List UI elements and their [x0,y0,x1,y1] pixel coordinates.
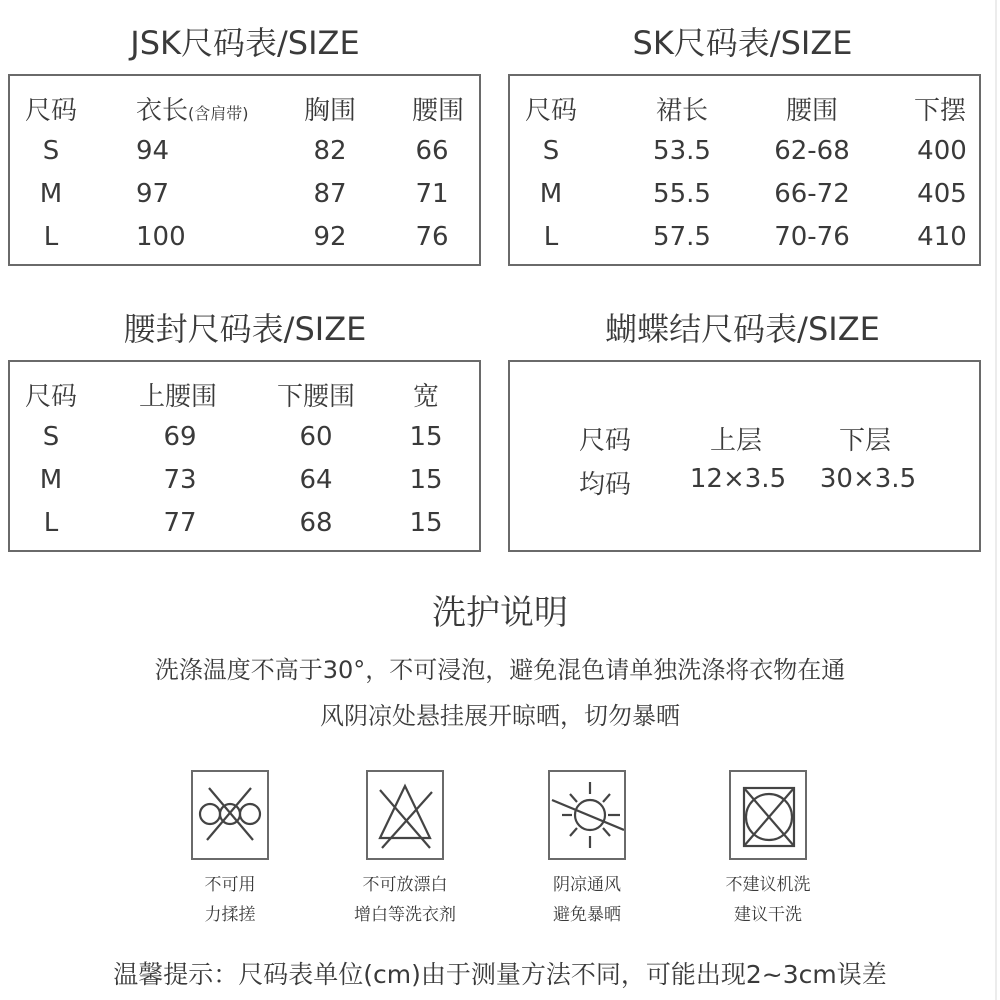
sk-header-hem: 下摆 [913,96,967,126]
waist-header-lower: 下腰围 [276,382,356,412]
sk-cell: M [539,179,563,209]
jsk-cell: 94 [136,136,170,166]
jsk-cell: 87 [313,179,347,209]
jsk-cell: 97 [136,179,170,209]
size-tip: 温馨提示：尺码表单位(cm)由于测量方法不同，可能出现2~3cm误差 [113,960,887,989]
right-edge-divider [995,0,997,1000]
waist-size-title: 腰封尺码表/SIZE [123,310,367,348]
waist-cell: 77 [163,508,197,538]
jsk-cell: 82 [313,136,347,166]
jsk-header-size: 尺码 [24,96,78,126]
no-machine-wash-icon [729,770,807,860]
no-wring-icon [191,770,269,860]
no-machine-wash-label: 不建议机洗 建议干洗 [725,875,811,925]
sk-size-table [508,74,981,266]
bow-size-table [508,360,981,552]
sk-cell: 405 [917,179,967,209]
waist-size-table [8,360,481,552]
bow-header-lower: 下层 [838,426,892,456]
waist-cell: 73 [163,465,197,495]
waist-cell: 15 [409,508,443,538]
sk-cell: L [543,222,559,252]
care-text-line-1: 洗涤温度不高于30°，不可浸泡，避免混色请单独洗涤将衣物在通 [154,656,846,684]
sk-header-skirt-length: 裙长 [655,96,709,126]
care-title: 洗护说明 [432,593,568,633]
bow-size-title: 蝴蝶结尺码表/SIZE [605,310,880,348]
jsk-cell: 100 [136,222,186,252]
jsk-cell: 92 [313,222,347,252]
waist-cell: 15 [409,465,443,495]
jsk-header-bust: 胸围 [303,96,357,126]
jsk-cell: M [39,179,63,209]
bow-cell: 12×3.5 [689,464,787,494]
waist-header-upper: 上腰围 [138,382,218,412]
waist-cell: 15 [409,422,443,452]
jsk-cell: 66 [415,136,449,166]
waist-header-width: 宽 [412,382,440,412]
jsk-header-waist: 腰围 [411,96,465,126]
waist-cell: S [42,422,60,452]
no-bleach-icon [366,770,444,860]
care-text-line-2: 风阴凉处悬挂展开晾晒，切勿暴晒 [320,702,680,730]
sk-cell: 55.5 [653,179,711,209]
waist-cell: L [43,508,59,538]
jsk-size-table [8,74,481,266]
sk-cell: 400 [917,136,967,166]
bow-header-size: 尺码 [578,426,632,456]
sk-cell: 53.5 [653,136,711,166]
sk-size-title: SK尺码表/SIZE [632,24,853,62]
sk-header-size: 尺码 [524,96,578,126]
sk-cell: S [542,136,560,166]
waist-cell: 60 [299,422,333,452]
sk-cell: 410 [917,222,967,252]
bow-cell: 30×3.5 [819,464,917,494]
bow-header-upper: 上层 [709,426,763,456]
waist-cell: 69 [163,422,197,452]
sk-cell: 70-76 [774,222,850,252]
bow-cell: 均码 [578,470,632,500]
jsk-cell: 76 [415,222,449,252]
jsk-cell: 71 [415,179,449,209]
sk-cell: 57.5 [653,222,711,252]
no-bleach-label: 不可放漂白 增白等洗衣剂 [354,875,456,925]
waist-cell: M [39,465,63,495]
sk-cell: 62-68 [774,136,850,166]
no-wring-label: 不可用 力揉搓 [204,875,256,925]
jsk-cell: L [43,222,59,252]
sk-header-waist: 腰围 [785,96,839,126]
shade-dry-label: 阴凉通风 避免暴晒 [553,875,621,925]
jsk-header-length: 衣长(含肩带) [136,96,249,126]
sk-cell: 66-72 [774,179,850,209]
shade-dry-icon [548,770,626,860]
jsk-size-title: JSK尺码表/SIZE [130,24,360,62]
waist-header-size: 尺码 [24,382,78,412]
jsk-cell: S [42,136,60,166]
waist-cell: 68 [299,508,333,538]
waist-cell: 64 [299,465,333,495]
